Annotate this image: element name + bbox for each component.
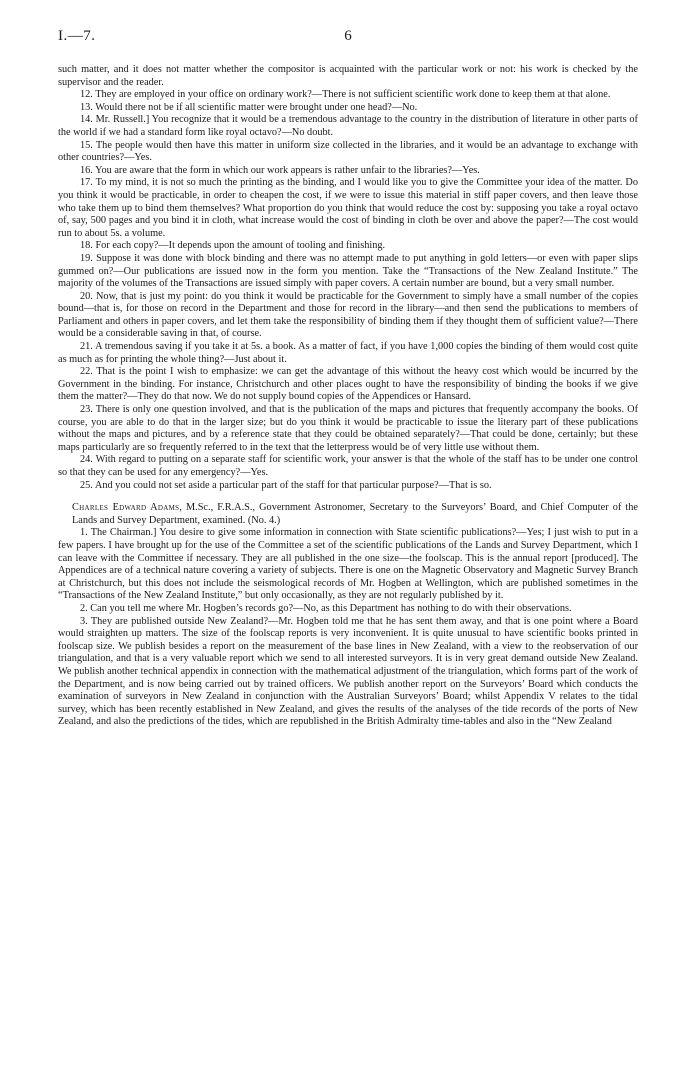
paragraph: 21. A tremendous saving if you take it at 5s. a book. As a matter of fact, if you have 1,000 copies the binding of them would cost quite as much as for printing the whole thing?—Just about it. <box>58 341 638 365</box>
paragraph: 13. Would there not be if all scientific matter were brought under one head?—No. <box>80 101 418 113</box>
paragraph: 3. They are published outside New Zealand?—Mr. Hogben told me that he has sent them away, and that is one point where a Board would straighten up matters. The size of the foolscap reports is very inconvenient. It is quite unusual to have scientific books printed in foolscap size. We publish besides a report on the measurement of the base lines in New Zealand, with a view to the reobservation of our triangulation, and that is a very valuable report which we send to all interested surveyors. It is in very great demand outside New Zealand. We publish another technical appendix in connection with the mathematical adjustment of the triangulation, which forms part of the work of the Department, and is now being carried out by trained officers. We publish another report on the Surveyors’ Board which conducts the examination of surveyors in New Zealand in conjunction with the Australian Surveyors’ Board; whilst Appendix V relates to the tidal survey, which has been recently established in New Zealand, and gives the results of the analyses of the tide records of the ports of New Zealand, and also the predictions of the tides, which are republished in the British Admiralty time-tables and also in the “New Zealand <box>58 615 638 728</box>
paragraph: such matter, and it does not matter whether the compositor is acquainted with the particular work or not: his work is checked by the supervisor and the reader. <box>58 64 638 88</box>
paragraph: 19. Suppose it was done with block binding and there was no attempt made to put anything in gold letters—or even with paper slips gummed on?—Our publications are issued now in the form you mention. Take the “Transactions of the New Zealand Institute.” The majority of the volumes of the Transactions are issued simply with paper covers. A certain number are bound, but a very small number. <box>58 252 638 290</box>
paragraph: 15. The people would then have this matter in uniform size collected in the libraries, and it would be an advantage to exchange with other countries?—Yes. <box>58 139 638 164</box>
paragraph: 18. For each copy?—It depends upon the amount of tooling and finishing. <box>80 240 386 252</box>
paragraph: 16. You are aware that the form in which our work appears is rather unfair to the libraries?—Yes. <box>80 164 480 176</box>
paragraph: 1. The Chairman.] You desire to give some information in connection with State scientific publications?—Yes; I just wish to put in a few papers. I have brought up for the use of the Committee a set of the scientific publications of the Lands and Survey Department, which I can leave with the Committee if necessary. They are all published in the one size—the foolscap. This is the annual report [produced]. The Appendices are of a technical nature covering a variety of subjects. There is one on the Magnetic Observatory and Magnetic Survey Branch at Christchurch, but this does not include the seismological records of Mr. Hogben at Wellington, which are published sometimes in the “Transactions of the New Zealand Institute,” but only occasionally, as they are not regularly published by it. <box>58 527 638 602</box>
paragraph: 20. Now, that is just my point: do you think it would be practicable for the Government to simply have a small number of the copies bound—that is, for those on record in the Department and those for record in the library—and then send the publications to members of Parliament and others in paper covers, and let them take the responsibility of binding them if they thought them of sufficient value?—There would be a considerable saving in that, of course. <box>58 290 638 340</box>
page-header <box>58 28 638 54</box>
document-body <box>58 64 638 729</box>
paragraph: 22. That is the point I wish to emphasize: we can get the advantage of this without the heavy cost which would be incurred by the Government in the binding. For instance, Christchurch and other places ought to have the responsibility of binding the books if we give them the matter?—They do that now. We do not supply bound copies of the Appendices or Hansard. <box>58 366 638 403</box>
paragraph: 24. With regard to putting on a separate staff for scientific work, your answer is that the whole of the staff has to be under one control so that they can be used for any emergency?—Yes. <box>58 454 638 478</box>
paragraph: 17. To my mind, it is not so much the printing as the binding, and I would like you to give the Committee your idea of the matter. Do you think it would be practicable, in order to cheapen the cost, if we were to issue this material in stiff paper covers, and then leave those who take them up to bind them themselves? What proportion do you think that would reduce the cost by: supposing you take a royal octavo of, say, 500 pages and you bind it in cloth, what increase would the cost of binding in cloth be over and above the paper?—The cost would run to about 5s. a volume. <box>58 177 638 239</box>
document-reference: I.—7. <box>58 28 96 44</box>
paragraph: 25. And you could not set aside a particular part of the staff for that particular purpose?—That is so. <box>80 479 492 491</box>
witness-heading <box>58 502 638 527</box>
page-number: 6 <box>344 28 352 44</box>
paragraph: 23. There is only one question involved, and that is the publication of the maps and pictures that frequently accompany the books. Of course, you are able to do that in the larger size; but do you think it would be practicable to issue the literary part of these publications without the maps and pictures, and by a reference state that they could be obtained separately?—That could be done, certainly; but these maps particularly are so frequently referred to in the text that the letterpress would be of very little use without them. <box>58 404 638 453</box>
witness-description: , M.Sc., F.R.A.S., Government Astronomer, Secretary to the Surveyors’ Board, and Chief Computer of the Lands and Survey Department, examined. (No. 4.) <box>72 502 638 526</box>
paragraph: 14. Mr. Russell.] You recognize that it would be a tremendous advantage to the country in the distribution of literature in other parts of the world if we had a standard form like royal octavo?—No doubt. <box>58 114 638 138</box>
paragraph: 2. Can you tell me where Mr. Hogben’s records go?—No, as this Department has nothing to do with their observations. <box>80 602 572 614</box>
witness-name: Charles Edward Adams <box>72 502 180 514</box>
paragraph: 12. They are employed in your office on ordinary work?—There is not sufficient scientific work done to keep them at that alone. <box>80 89 611 101</box>
document-page <box>58 28 638 1068</box>
